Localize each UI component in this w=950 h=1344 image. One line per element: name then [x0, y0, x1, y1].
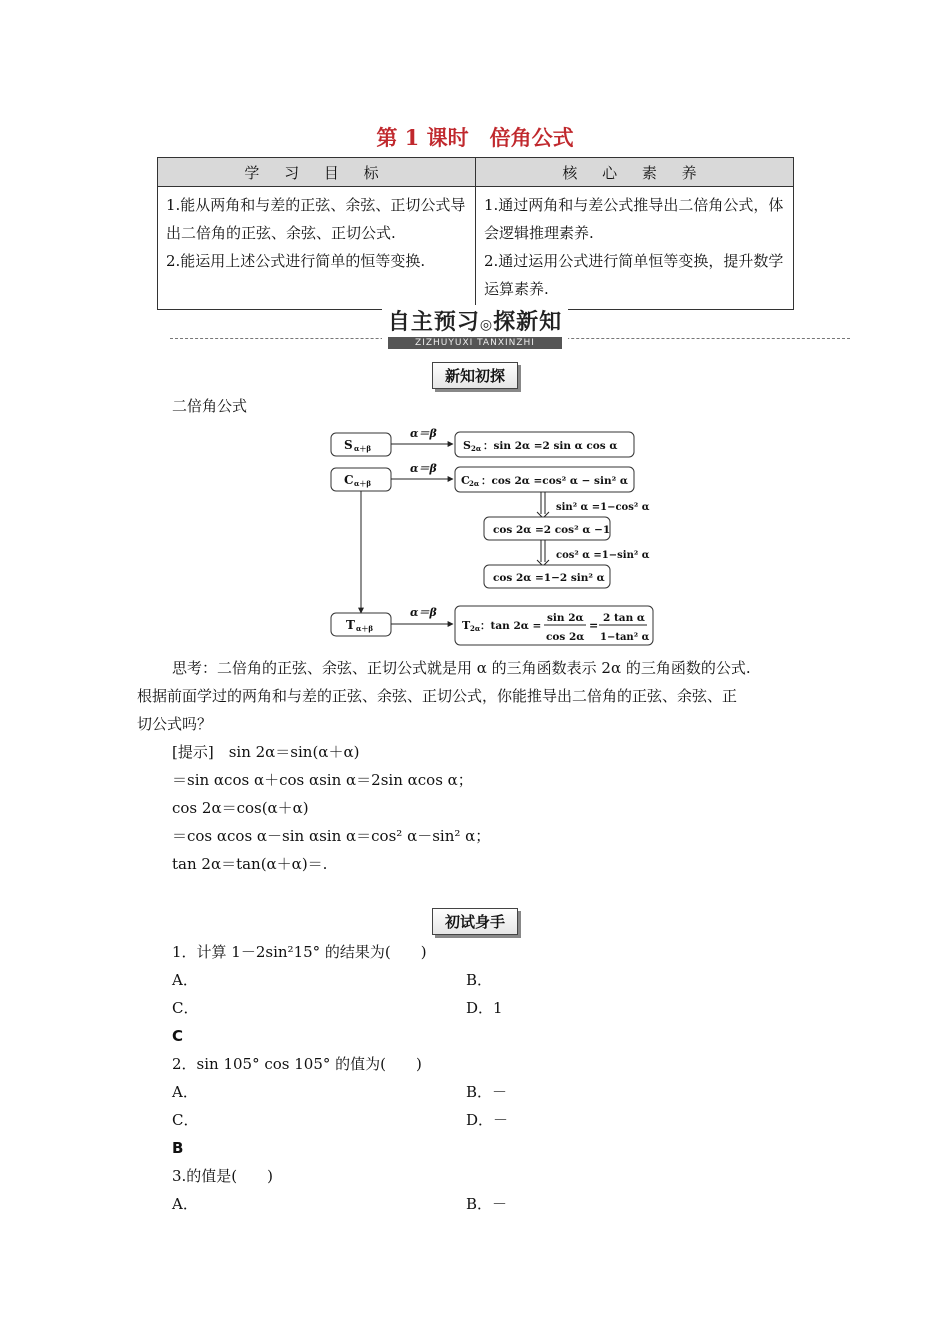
- substitution-1: sin² α =1−cos² α: [556, 502, 650, 513]
- think-line-3: 切公式吗？: [137, 715, 213, 733]
- banner-accent-text: 探新知: [493, 310, 563, 335]
- t2a-sub: 2α: [470, 624, 481, 633]
- goals-right-cell: [476, 187, 794, 310]
- t-num2: 2 tan α: [603, 612, 645, 624]
- hint-line: ＝cos αcos α－sin αsin α＝cos² α－sin² α；: [172, 827, 491, 845]
- banner-arrow-icon: ◎: [479, 317, 494, 333]
- option-b: B．－: [466, 1083, 508, 1101]
- cond-label: α＝β: [410, 606, 437, 619]
- t-den1: cos 2α: [546, 631, 585, 643]
- option-c: C．: [172, 1111, 199, 1129]
- subheading: 二倍角公式: [172, 397, 248, 415]
- c2a-label: C: [461, 474, 470, 487]
- goals-table: [157, 157, 794, 310]
- option-a: A．: [172, 1083, 198, 1101]
- question-stem: 3.的值是( ): [172, 1167, 274, 1185]
- c-source-label: C: [344, 473, 354, 487]
- goal-item: 1.能从两角和与差的正弦、余弦、正切公式导出二倍角的正弦、余弦、正切公式.: [166, 196, 466, 242]
- section-label: 初试身手: [432, 908, 518, 935]
- t-den2: 1−tan² α: [600, 632, 650, 643]
- goals-left-cell: [158, 187, 476, 310]
- think-line-2: 根据前面学过的两角和与差的正弦、余弦、正切公式，你能推导出二倍角的正弦、余弦、正: [137, 687, 738, 705]
- hint-line: [提示] sin 2α＝sin(α＋α): [172, 743, 360, 761]
- t2a-lhs: ：tan 2α =: [480, 620, 542, 632]
- question-stem: 2．sin 105° cos 105° 的值为( ): [172, 1055, 422, 1073]
- goals-header-left: 学 习 目 标: [158, 158, 476, 187]
- option-d: D．－: [466, 1111, 509, 1129]
- cond-label: α＝β: [410, 427, 437, 440]
- t-num1: sin 2α: [547, 612, 584, 624]
- section-banner: [0, 305, 950, 349]
- answer: C: [172, 1027, 184, 1045]
- c2a-sub: 2α: [469, 479, 480, 488]
- substitution-2: cos² α =1−sin² α: [556, 550, 650, 561]
- option-a: A．: [172, 971, 198, 989]
- banner-subtitle: ZIZHUYUXI TANXINZHI: [388, 337, 562, 349]
- cond-label: α＝β: [410, 462, 437, 475]
- option-c: C．: [172, 999, 199, 1017]
- s-source-label: S: [344, 438, 353, 452]
- hint-line: tan 2α＝tan(α＋α)＝.: [172, 855, 328, 873]
- section-new-knowledge: [0, 362, 950, 389]
- goal-item: 2.能运用上述公式进行简单的恒等变换.: [166, 252, 426, 270]
- c-mid-formula: cos 2α =2 cos² α −1: [493, 524, 611, 536]
- hint-line: cos 2α＝cos(α＋α): [172, 799, 309, 817]
- s-source-sub: α＋β: [354, 444, 372, 453]
- t-source-label: T: [346, 618, 355, 632]
- option-b: B．－: [466, 1195, 508, 1213]
- section-label: 新知初探: [432, 362, 518, 389]
- hint-line: ＝sin αcos α＋cos αsin α＝2sin αcos α；: [172, 771, 473, 789]
- c2a-formula: ：cos 2α =cos² α − sin² α: [481, 475, 628, 487]
- literacy-item: 2.通过运用公式进行简单恒等变换，提升数学运算素养.: [484, 252, 784, 298]
- literacy-item: 1.通过两角和与差公式推导出二倍角公式，体会逻辑推理素养.: [484, 196, 784, 242]
- question-stem: 1．计算 1－2sin²15° 的结果为( ): [172, 943, 427, 961]
- section-first-try: [0, 908, 950, 935]
- answer: B: [172, 1139, 184, 1157]
- c-source-sub: α＋β: [354, 479, 372, 488]
- c-low-formula: cos 2α =1−2 sin² α: [493, 572, 605, 584]
- s2a-formula: ：sin 2α =2 sin α cos α: [483, 440, 618, 452]
- t-eq: =: [589, 619, 599, 632]
- goals-header-right: 核 心 素 养: [476, 158, 794, 187]
- option-b: B．: [466, 971, 493, 989]
- page-title: 第 1 课时 倍角公式: [376, 125, 574, 150]
- option-d: D．1: [466, 999, 503, 1017]
- s2a-sub: 2α: [471, 444, 482, 453]
- double-angle-diagram: [320, 420, 670, 652]
- think-line-1: 思考：二倍角的正弦、余弦、正切公式就是用 α 的三角函数表示 2α 的三角函数的公式.: [172, 659, 751, 677]
- banner-main-text: 自主预习: [387, 310, 480, 335]
- t2a-label: T: [462, 619, 471, 632]
- option-a: A．: [172, 1195, 198, 1213]
- t-source-sub: α＋β: [356, 624, 374, 633]
- s2a-label: S: [463, 439, 471, 452]
